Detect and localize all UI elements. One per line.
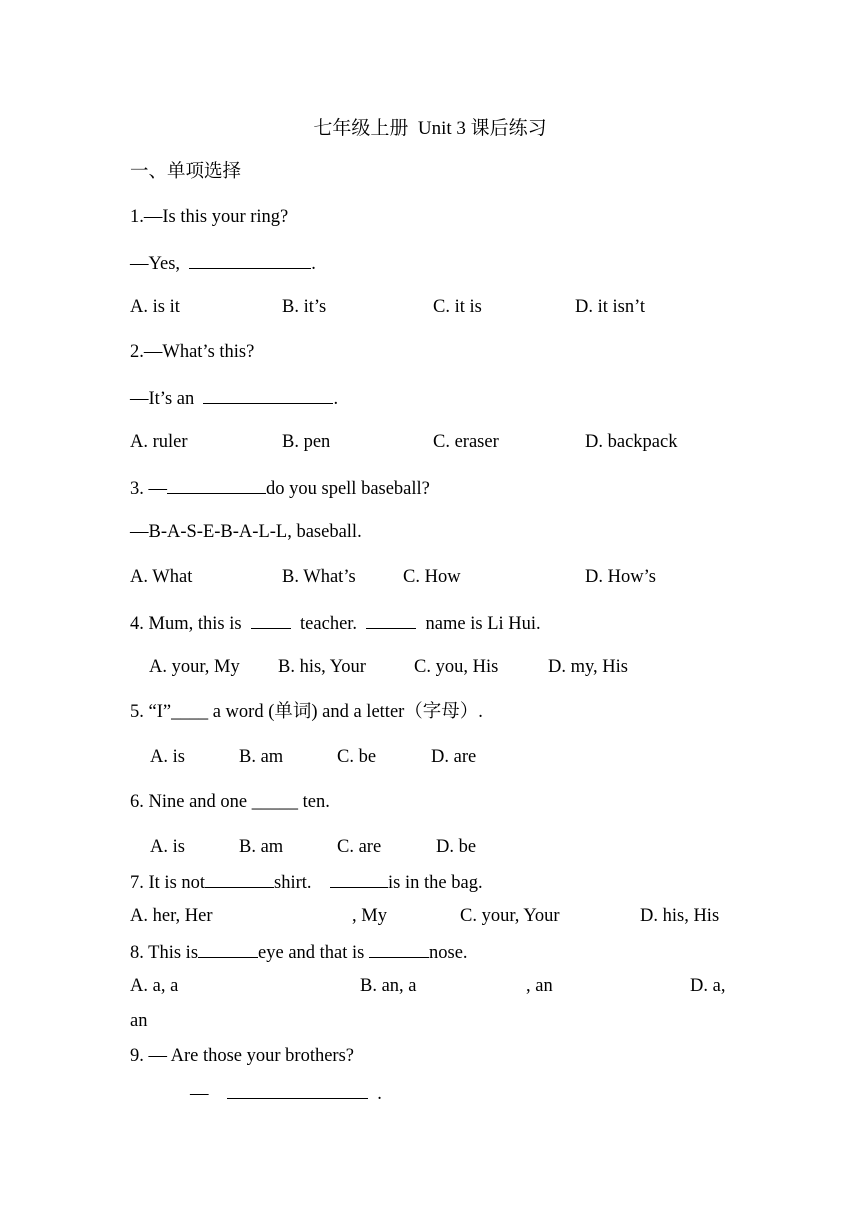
question-1-stem: 1.—Is this your ring? <box>130 207 289 227</box>
q8-option-a: A. a, a <box>130 976 179 996</box>
q2-option-c: C. eraser <box>433 432 499 452</box>
q3-option-c: C. How <box>403 567 461 587</box>
stem-part-2: teacher. <box>295 614 362 634</box>
q8-option-d: D. a, <box>690 976 726 996</box>
answer-blank <box>189 253 311 269</box>
q2-option-d: D. backpack <box>585 432 678 452</box>
q5-option-a: A. is <box>150 747 185 767</box>
stem-part-3: is in the bag. <box>388 873 483 893</box>
q3-option-a: A. What <box>130 567 193 587</box>
q8-option-d-wrap: an <box>130 1011 148 1031</box>
stem-part-2: shirt. <box>274 873 331 893</box>
stem-part-1: 8. This is <box>130 943 199 963</box>
answer-blank <box>227 1083 368 1099</box>
q4-option-b: B. his, Your <box>278 657 366 677</box>
q1-option-d: D. it isn’t <box>575 297 646 317</box>
question-3-stem <box>130 478 430 499</box>
q8-option-b: B. an, a <box>360 976 417 996</box>
section-heading: 一、单项选择 <box>130 162 242 182</box>
question-7-stem <box>130 872 483 893</box>
reply-end: . <box>377 1084 382 1104</box>
reply-dash: — <box>190 1084 209 1104</box>
question-8-stem <box>130 942 468 963</box>
q6-option-c: C. are <box>337 837 382 857</box>
stem-part-1: 4. Mum, this is <box>130 614 247 634</box>
question-1-reply <box>130 253 316 274</box>
q7-option-d: D. his, His <box>640 906 720 926</box>
q7-option-a: A. her, Her <box>130 906 213 926</box>
answer-blank <box>167 478 266 494</box>
question-6-stem: 6. Nine and one _____ ten. <box>130 792 330 812</box>
answer-blank-2 <box>330 872 388 888</box>
stem-part-3: nose. <box>429 943 468 963</box>
q6-option-a: A. is <box>150 837 185 857</box>
q1-option-a: A. is it <box>130 297 180 317</box>
answer-blank-1 <box>205 872 274 888</box>
q2-option-a: A. ruler <box>130 432 188 452</box>
answer-blank-2 <box>369 942 429 958</box>
q3-option-b: B. What’s <box>282 567 356 587</box>
answer-blank-2 <box>366 613 416 629</box>
stem-start: 3. — <box>130 479 167 499</box>
q2-option-b: B. pen <box>282 432 331 452</box>
stem-part-3: name is Li Hui. <box>420 614 541 634</box>
question-2-stem: 2.—What’s this? <box>130 342 255 362</box>
q8-option-c: , an <box>526 976 553 996</box>
q7-option-c: C. your, Your <box>460 906 560 926</box>
page-title: 七年级上册 Unit 3 课后练习 <box>313 118 547 139</box>
reply-end: . <box>311 254 316 274</box>
q6-option-d: D. be <box>436 837 477 857</box>
answer-blank-1 <box>251 613 291 629</box>
q1-option-c: C. it is <box>433 297 482 317</box>
q4-option-a: A. your, My <box>149 657 240 677</box>
question-9-stem: 9. — Are those your brothers? <box>130 1046 355 1066</box>
answer-blank-1 <box>198 942 258 958</box>
q4-option-d: D. my, His <box>548 657 628 677</box>
stem-end: do you spell baseball? <box>266 479 430 499</box>
q4-option-c: C. you, His <box>414 657 499 677</box>
question-4-stem <box>130 613 541 634</box>
reply-text: —It’s an <box>130 389 199 409</box>
stem-part-1: 7. It is not <box>130 873 206 893</box>
question-3-reply: —B-A-S-E-B-A-L-L, baseball. <box>130 522 362 542</box>
q3-option-d: D. How’s <box>585 567 656 587</box>
question-5-stem: 5. “I”____ a word (单词) and a letter（字母）. <box>130 702 483 722</box>
q1-option-b: B. it’s <box>282 297 327 317</box>
q7-option-b: , My <box>352 906 387 926</box>
reply-text: —Yes, <box>130 254 185 274</box>
question-9-reply <box>190 1083 382 1104</box>
question-2-reply <box>130 388 338 409</box>
q6-option-b: B. am <box>239 837 284 857</box>
answer-blank <box>203 388 333 404</box>
q5-option-c: C. be <box>337 747 377 767</box>
q5-option-b: B. am <box>239 747 284 767</box>
reply-end: . <box>333 389 339 409</box>
q5-option-d: D. are <box>431 747 477 767</box>
stem-part-2: eye and that is <box>258 943 369 963</box>
